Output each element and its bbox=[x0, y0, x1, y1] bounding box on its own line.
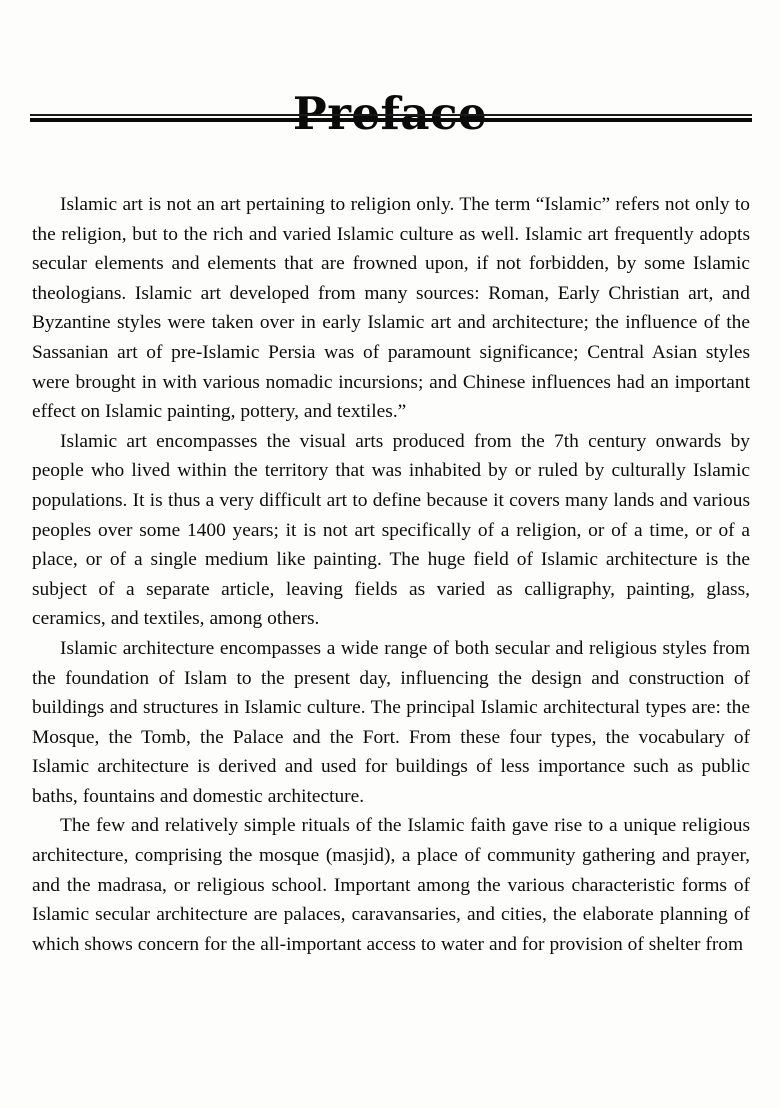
body-text-column bbox=[32, 190, 750, 959]
paragraph: Islamic architecture encompasses a wide range of both secular and religious styles from the foundation of Islam to the present day, influencing the design and construction of buildings and structures in Islamic culture. The principal Islamic architectural types are: the Mosque, the Tomb, the Palace and the Fort. From these four types, the vocabulary of Islamic architecture is derived and used for buildings of less importance such as public baths, fountains and domestic architecture. bbox=[32, 637, 750, 807]
paragraph: Islamic art is not an art pertaining to religion only. The term “Islamic” refers not only to the religion, but to the rich and varied Islamic culture as well. Islamic art frequently adopts secular elements and elements that are frowned upon, if not forbidden, by some Islamic theologians. Islamic art developed from many sources: Roman, Early Christian art, and Byzantine styles were taken over in early Islamic art and architecture; the influence of the Sassanian art of pre-Islamic Persia was of paramount significance; Central Asian styles were brought in with various nomadic incursions; and Chinese influences had an important effect on Islamic painting, pottery, and textiles.” bbox=[32, 194, 750, 423]
paragraph: Islamic art encompasses the visual arts produced from the 7th century onwards by people who lived within the territory that was inhabited by or ruled by culturally Islamic populations. It is thus a very difficult art to define because it covers many lands and various peoples over some 1400 years; it is not art specifically of a religion, or of a time, or of a place, or of a single medium like painting. The huge field of Islamic architecture is the subject of a separate article, leaving fields as varied as calligraphy, painting, glass, ceramics, and textiles, among others. bbox=[32, 430, 750, 630]
divider-thin-line bbox=[30, 114, 752, 116]
divider-thick-line bbox=[30, 118, 752, 122]
paragraph: The few and relatively simple rituals of the Islamic faith gave rise to a unique religious architecture, comprising the mosque (masjid), a place of community gathering and prayer, and the madrasa, or religious school. Important among the various characteristic forms of Islamic secular architecture are palaces, caravansaries, and cities, the elaborate planning of which shows concern for the all-important access to water and for provision of shelter from bbox=[32, 815, 750, 955]
title-divider-rule bbox=[30, 114, 752, 122]
